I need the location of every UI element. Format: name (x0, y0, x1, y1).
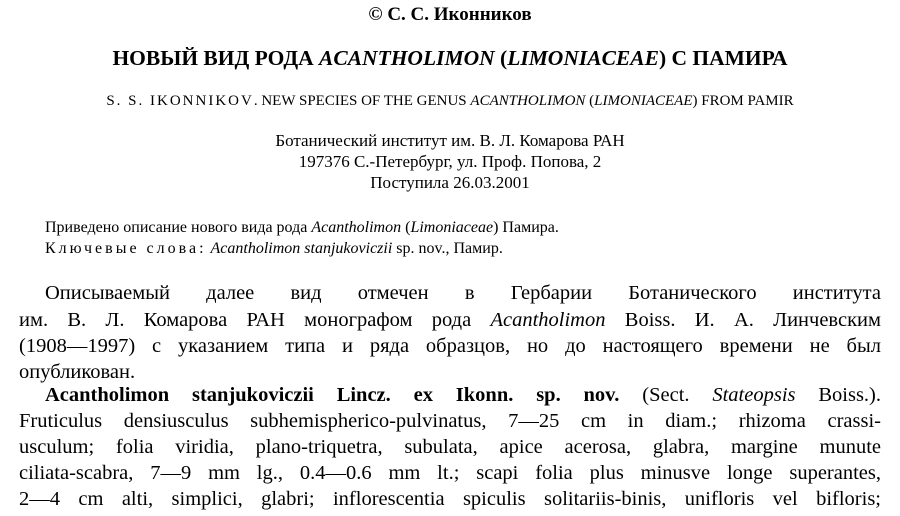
abstract-pre: Приведено описание нового вида рода (45, 219, 312, 236)
english-title-genus: ACANTHOLIMON (470, 93, 586, 109)
abstract-post: ) Памира. (493, 219, 559, 236)
body-line-2 (19, 309, 881, 332)
body-line-3: (1908—1997) с указанием типа и ряда образцов, но до настоящего времени не был (19, 335, 881, 357)
abstract-mid: ( (401, 219, 411, 236)
english-title-pre: . NEW SPECIES OF THE GENUS (253, 93, 471, 109)
body-line-7: usculum; folia viridia, plano-triquetra, subulata, apice acerosa, glabra, margine munute (19, 436, 881, 458)
affiliation-institute: Ботанический институт им. В. Л. Комарова РАН (275, 131, 625, 150)
english-title-author: S. S. IKONNIKOV (106, 93, 254, 109)
affiliation-address: 197376 С.-Петербург, ул. Проф. Попова, 2 (298, 152, 602, 171)
title-family: LIMONIACEAE (507, 46, 659, 70)
keywords-line (45, 240, 503, 258)
body-line-2-genus: Acantholimon (490, 309, 606, 331)
species-section-post: Boiss.). (795, 384, 882, 406)
abstract-genus: Acantholimon (311, 219, 402, 236)
body-line-4: опубликован. (19, 361, 136, 383)
title-text-mid: ( (494, 46, 508, 70)
title-text-post: ) С ПАМИРА (658, 46, 788, 70)
keywords-species: Acantholimon stanjukoviczii (210, 240, 393, 257)
species-section-pre: (Sect. (619, 384, 713, 406)
body-line-8: ciliata-scabra, 7—9 mm lg., 0.4—0.6 mm lt.; scapi folia plus minusve longe superantes, (19, 462, 881, 484)
copyright-line: © С. С. Иконников (368, 4, 532, 25)
body-line-1: Описываемый далее вид отмечен в Гербарии Ботанического института (45, 282, 881, 304)
paper-title (0, 46, 900, 71)
title-text-pre: НОВЫЙ ВИД РОДА (112, 46, 320, 70)
title-genus: ACANTHOLIMON (319, 46, 495, 70)
abstract-line (45, 219, 559, 237)
body-line-2-post: Boiss. И. А. Линчевским (605, 309, 881, 331)
body-line-6: Fruticulus densiusculus subhemispherico-pulvinatus, 7—25 cm in diam.; rhizoma crassi- (19, 410, 881, 432)
english-title (0, 93, 900, 110)
species-name: Acantholimon stanjukoviczii Lincz. ex Ikonn. sp. nov. (45, 384, 620, 406)
species-section: Stateopsis (712, 384, 796, 406)
received-date: Поступила 26.03.2001 (370, 173, 530, 192)
body-line-9: 2—4 cm alti, simplici, glabri; inflorescentia spiculis solitariis-binis, unifloris vel bifloris; (19, 488, 881, 510)
body-line-2-pre: им. В. Л. Комарова РАН монографом рода (19, 309, 491, 331)
english-title-family: LIMONIACEAE (594, 93, 693, 109)
keywords-label: Ключевые слова: (45, 240, 207, 257)
abstract-family: Limoniaceae (410, 219, 494, 236)
species-heading-line (45, 384, 881, 407)
keywords-post: sp. nov., Памир. (392, 240, 503, 257)
english-title-post: ) FROM PAMIR (692, 93, 794, 109)
english-title-mid: ( (585, 93, 595, 109)
